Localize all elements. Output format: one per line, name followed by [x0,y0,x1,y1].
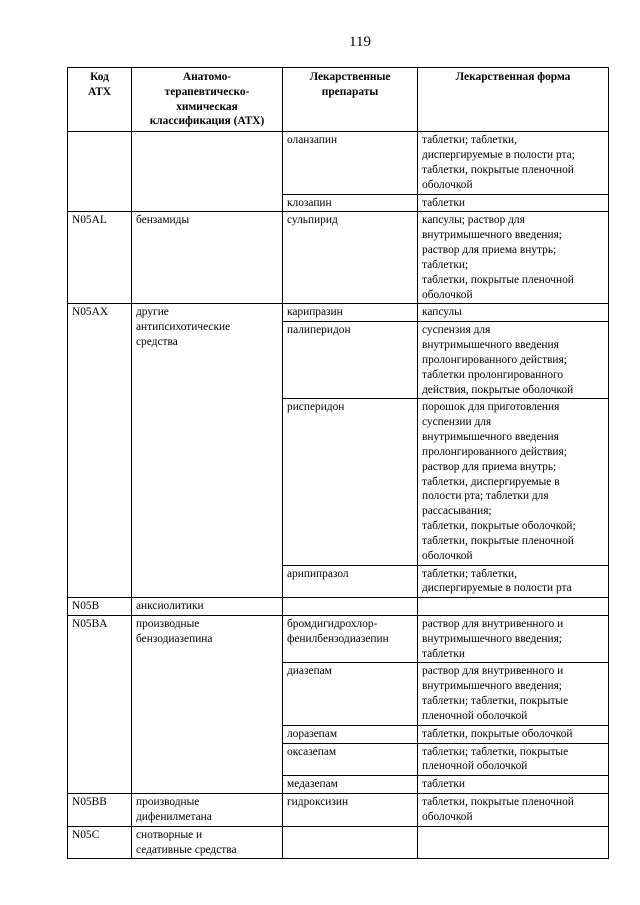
header-classification: Анатомо- терапевтическо- химическая классификация (АТХ) [132,68,283,132]
classification-cell: производные бензодиазепина [132,615,283,793]
dosage-form-cell [418,826,609,859]
page-number: 119 [349,34,371,50]
drug-name-cell: карипразин [283,304,418,322]
table-header [68,68,609,132]
atx-code-cell: N05AL [68,212,132,304]
dosage-form-cell: таблетки [418,194,609,212]
atx-code-cell: N05B [68,598,132,616]
drug-name-cell: лоразепам [283,725,418,743]
drug-name-cell: сульпирид [283,212,418,304]
atx-code-cell: N05BA [68,615,132,793]
drug-name-cell [283,826,418,859]
table-row [68,598,609,616]
table-row [68,615,609,662]
drug-name-cell: оланзапин [283,132,418,194]
table-row [68,132,609,194]
drug-name-cell [283,598,418,616]
classification-cell: производные дифенилметана [132,794,283,827]
drug-name-cell: клозапин [283,194,418,212]
dosage-form-cell: таблетки; таблетки, диспергируемые в полости рта [418,565,609,598]
header-row [68,68,609,132]
dosage-form-cell: таблетки, покрытые оболочкой [418,725,609,743]
atx-code-cell: N05AX [68,304,132,598]
drug-name-cell: бромдигидрохлор- фенилбензодиазепин [283,615,418,662]
atx-table [67,67,609,859]
dosage-form-cell: капсулы; раствор для внутримышечного введения; раствор для приема внутрь; таблетки; таблетки, покрытые пленочной оболочкой [418,212,609,304]
atx-code-cell: N05BB [68,794,132,827]
dosage-form-cell: капсулы [418,304,609,322]
drug-name-cell: оксазепам [283,743,418,776]
header-code: Код АТХ [68,68,132,132]
classification-cell: снотворные и седативные средства [132,826,283,859]
drug-name-cell: палиперидон [283,322,418,399]
classification-cell [132,132,283,212]
dosage-form-cell: таблетки [418,776,609,794]
dosage-form-cell: таблетки; таблетки, диспергируемые в полости рта; таблетки, покрытые пленочной оболочкой [418,132,609,194]
atx-code-cell [68,132,132,212]
table-body [68,132,609,859]
drug-name-cell: арипипразол [283,565,418,598]
drug-name-cell: рисперидон [283,399,418,565]
dosage-form-cell [418,598,609,616]
dosage-form-cell: суспензия для внутримышечного введения пролонгированного действия; таблетки пролонгированного действия, покрытые оболочкой [418,322,609,399]
classification-cell: другие антипсихотические средства [132,304,283,598]
header-drugs: Лекарственные препараты [283,68,418,132]
drug-name-cell: гидроксизин [283,794,418,827]
header-form: Лекарственная форма [418,68,609,132]
table-row [68,212,609,304]
dosage-form-cell: раствор для внутривенного и внутримышечного введения; таблетки; таблетки, покрытые пленочной оболочкой [418,663,609,725]
drug-name-cell: диазепам [283,663,418,725]
atx-code-cell: N05C [68,826,132,859]
table-row [68,304,609,322]
drug-name-cell: медазепам [283,776,418,794]
table-row [68,794,609,827]
dosage-form-cell: таблетки; таблетки, покрытые пленочной оболочкой [418,743,609,776]
dosage-form-cell: раствор для внутривенного и внутримышечного введения; таблетки [418,615,609,662]
dosage-form-cell: таблетки, покрытые пленочной оболочкой [418,794,609,827]
classification-cell: анксиолитики [132,598,283,616]
dosage-form-cell: порошок для приготовления суспензии для внутримышечного введения пролонгированного действия; раствор для приема внутрь; таблетки, диспергируемые в полости рта; таблетки для рассасывания; таблетки, покрытые оболочкой; таблетки, покрытые пленочной оболочкой [418,399,609,565]
table-row [68,826,609,859]
classification-cell: бензамиды [132,212,283,304]
